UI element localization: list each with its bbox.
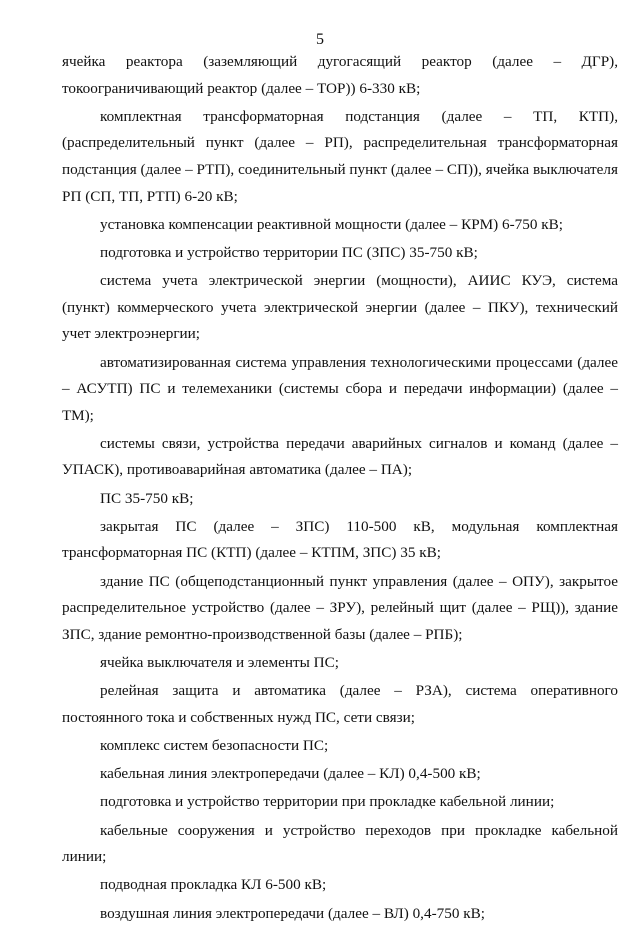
paragraph: релейная защита и автоматика (далее – РЗА), система оперативного постоянного тока и собственных нужд ПС, сети связи; [62,682,618,726]
paragraph: ПС 35-750 кВ; [100,489,194,507]
page-number: 5 [316,31,324,48]
paragraph: подводная прокладка КЛ 6-500 кВ; [100,876,327,894]
paragraph: подготовка и устройство территории при прокладке кабельной линии; [100,793,555,811]
paragraph: автоматизированная система управления технологическими процессами (далее – АСУТП) ПС и телемеханики (системы сбора и передачи информации) (далее – ТМ); [62,353,618,424]
paragraph: закрытая ПС (далее – ЗПС) 110-500 кВ, модульная комплектная трансформаторная ПС (КТП) (далее – КТПМ, ЗПС) 35 кВ; [62,517,618,562]
paragraph: установка компенсации реактивной мощности (далее – КРМ) 6-750 кВ; [100,215,563,233]
paragraph: воздушная линия электропередачи (далее – ВЛ) 0,4-750 кВ; [100,904,485,922]
paragraph: ячейка выключателя и элементы ПС; [100,654,339,671]
paragraph: здание ПС (общеподстанционный пункт управления (далее – ОПУ), закрытое распределительное устройство (далее – ЗРУ), релейный щит (далее – РЩ)), здание ЗПС, здание ремонтно-производственной базы (далее – РПБ); [62,572,618,643]
paragraph: комплекс систем безопасности ПС; [100,736,329,754]
paragraph: ячейка реактора (заземляющий дугогасящий реактор (далее – ДГР), токоограничивающий реактор (далее – ТОР)) 6-330 кВ; [62,53,618,97]
paragraph: комплектная трансформаторная подстанция (далее – ТП, КТП), (распределительный пункт (далее – РП), распределительная трансформаторная подстанция (далее – РТП), соединительный пункт (далее – СП)), ячейка выключателя РП (СП, ТП, РТП) 6-20 кВ; [62,107,618,205]
paragraph: подготовка и устройство территории ПС (ЗПС) 35-750 кВ; [100,243,478,261]
paragraph: системы связи, устройства передачи аварийных сигналов и команд (далее – УПАСК), противоаварийная автоматика (далее – ПА); [62,434,618,479]
document-body [62,49,618,929]
paragraph: кабельные сооружения и устройство переходов при прокладке кабельной линии; [62,821,618,866]
paragraph: кабельная линия электропередачи (далее – КЛ) 0,4-500 кВ; [100,765,481,783]
paragraph: система учета электрической энергии (мощности), АИИС КУЭ, система (пункт) коммерческого учета электрической энергии (далее – ПКУ), технический учет электроэнергии; [62,272,618,343]
